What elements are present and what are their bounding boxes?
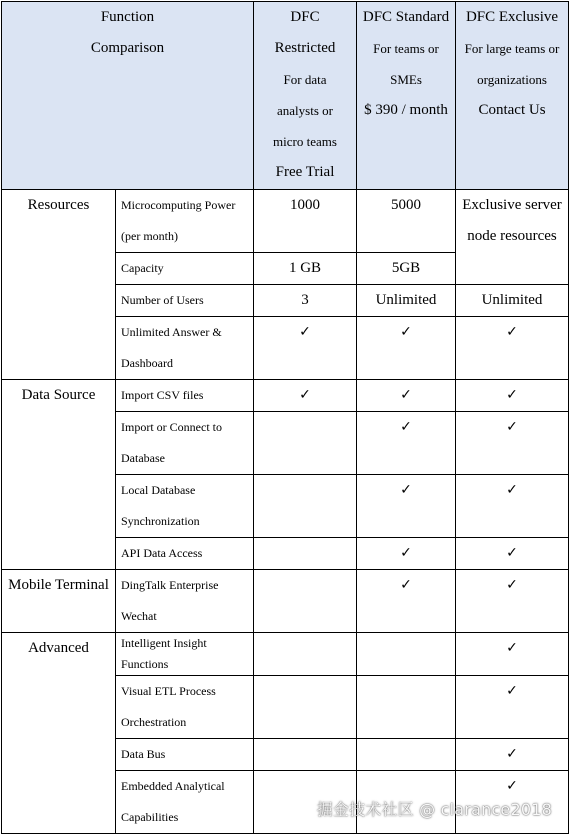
check-icon: ✓	[357, 412, 456, 475]
plan-restricted-audience-2: analysts or	[277, 103, 333, 118]
value-restricted-microcomputing: 1000	[254, 190, 357, 253]
table-row	[2, 190, 569, 253]
value-standard-users: Unlimited	[357, 285, 456, 317]
feature-import-connect-database: Import or Connect to Database	[116, 412, 254, 475]
watermark: 掘金技术社区 @ clarance2018	[316, 800, 552, 819]
check-icon: ✓	[357, 380, 456, 412]
check-icon: ✓	[456, 380, 569, 412]
plan-restricted-audience-3: micro teams	[273, 134, 337, 149]
value-exclusive-users: Unlimited	[456, 285, 569, 317]
empty-cell	[254, 633, 357, 676]
plan-exclusive-price: Contact Us	[478, 102, 546, 118]
plan-standard-price: $ 390 / month	[364, 102, 448, 118]
feature-data-bus: Data Bus	[116, 739, 254, 771]
check-icon: ✓	[456, 475, 569, 538]
plan-exclusive-name: DFC Exclusive	[465, 9, 559, 25]
feature-embedded-analytics: Embedded Analytical Capabilities	[116, 771, 254, 834]
feature-visual-etl: Visual ETL Process Orchestration	[116, 676, 254, 739]
empty-cell	[254, 412, 357, 475]
feature-dingtalk-wechat: DingTalk Enterprise Wechat	[116, 570, 254, 633]
plan-standard-audience-2: SMEs	[390, 72, 422, 87]
value-restricted-capacity: 1 GB	[254, 253, 357, 285]
header-row	[2, 2, 569, 190]
check-icon: ✓	[456, 570, 569, 633]
empty-cell	[254, 570, 357, 633]
check-icon: ✓	[254, 317, 357, 380]
category-resources: Resources	[2, 190, 116, 380]
function-comparison-table	[1, 1, 569, 834]
plan-standard-name: DFC Standard	[362, 9, 450, 25]
value-restricted-users: 3	[254, 285, 357, 317]
value-exclusive-resources: Exclusive server node resources	[456, 190, 569, 285]
plan-restricted-name: DFC	[290, 9, 320, 25]
check-icon: ✓	[357, 570, 456, 633]
feature-capacity: Capacity	[116, 253, 254, 285]
feature-intelligent-insight: Intelligent Insight Functions	[116, 633, 254, 676]
check-icon: ✓	[456, 317, 569, 380]
plan-exclusive-audience-2: organizations	[477, 72, 547, 87]
header-function-label: Function	[100, 9, 155, 25]
function-comparison-header	[2, 2, 254, 190]
category-mobile-terminal: Mobile Terminal	[2, 570, 116, 633]
check-icon: ✓	[357, 317, 456, 380]
empty-cell	[254, 676, 357, 739]
feature-import-csv: Import CSV files	[116, 380, 254, 412]
plan-standard-header	[357, 2, 456, 190]
category-data-source: Data Source	[2, 380, 116, 570]
feature-unlimited-answer-dashboard: Unlimited Answer & Dashboard	[116, 317, 254, 380]
table-row	[2, 380, 569, 412]
empty-cell	[357, 676, 456, 739]
plan-restricted-audience-1: For data	[283, 72, 327, 87]
plan-exclusive-header	[456, 2, 569, 190]
value-standard-microcomputing: 5000	[357, 190, 456, 253]
empty-cell	[254, 475, 357, 538]
check-icon: ✓	[254, 380, 357, 412]
table-row	[2, 570, 569, 633]
feature-local-database-sync: Local Database Synchronization	[116, 475, 254, 538]
plan-exclusive-audience-1: For large teams or	[464, 41, 560, 56]
check-icon: ✓	[456, 538, 569, 570]
plan-standard-audience-1: For teams or	[373, 41, 439, 56]
plan-restricted-header	[254, 2, 357, 190]
empty-cell	[254, 739, 357, 771]
feature-api-data-access: API Data Access	[116, 538, 254, 570]
check-icon: ✓	[456, 412, 569, 475]
feature-number-of-users: Number of Users	[116, 285, 254, 317]
check-icon: ✓	[456, 771, 569, 834]
empty-cell	[254, 538, 357, 570]
table-row	[2, 633, 569, 676]
check-icon: ✓	[357, 475, 456, 538]
check-icon: ✓	[456, 676, 569, 739]
plan-restricted-subname: Restricted	[274, 40, 336, 56]
check-icon: ✓	[456, 739, 569, 771]
check-icon: ✓	[456, 633, 569, 676]
category-advanced: Advanced	[2, 633, 116, 834]
empty-cell	[357, 633, 456, 676]
empty-cell	[357, 739, 456, 771]
feature-microcomputing-power: Microcomputing Power (per month)	[116, 190, 254, 253]
plan-restricted-price: Free Trial	[275, 164, 335, 180]
check-icon: ✓	[357, 538, 456, 570]
header-comparison-label: Comparison	[90, 40, 165, 56]
value-standard-capacity: 5GB	[357, 253, 456, 285]
